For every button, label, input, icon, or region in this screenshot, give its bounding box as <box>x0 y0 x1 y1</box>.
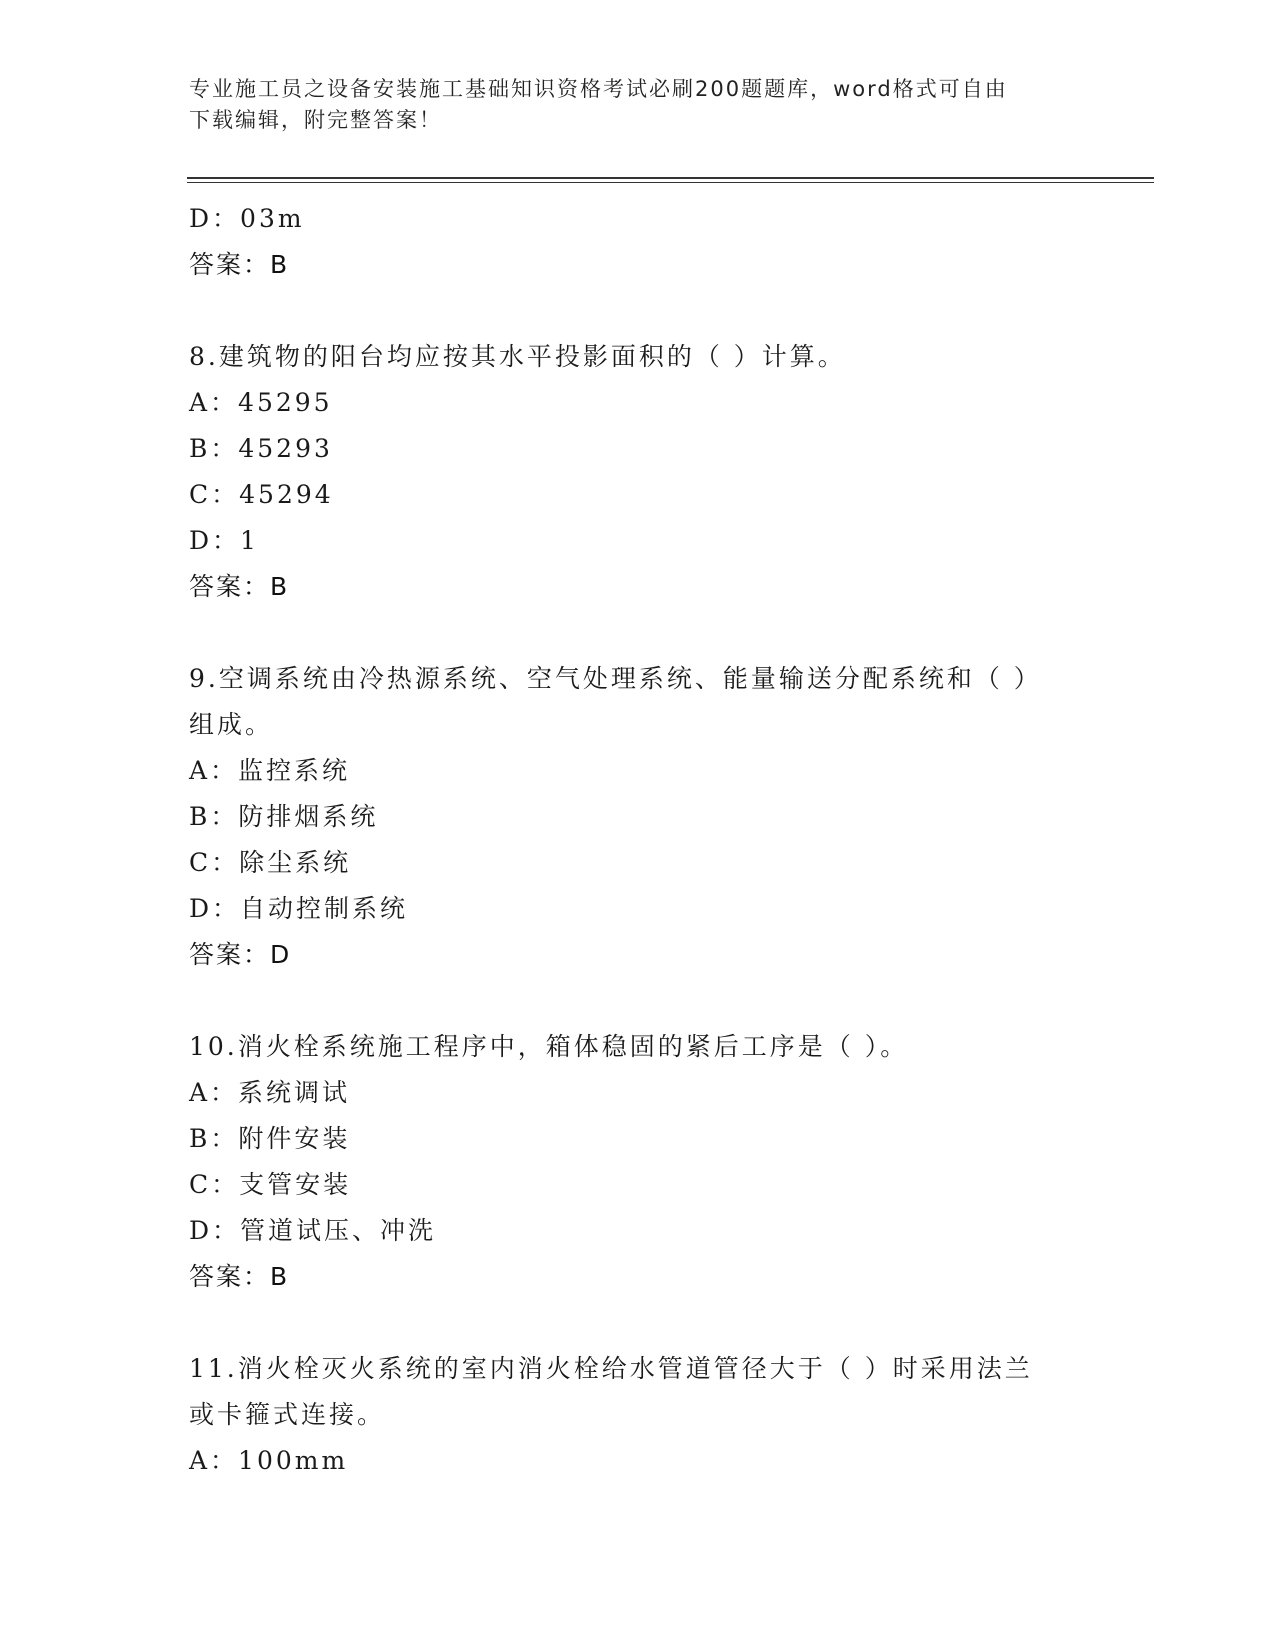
option-d: D：03m <box>189 204 305 233</box>
document-header <box>189 74 1089 136</box>
question-block <box>189 1024 1089 1300</box>
option-c: C：45294 <box>189 480 334 509</box>
option-b: B：附件安装 <box>189 1124 351 1153</box>
answer-line: 答案：B <box>189 250 290 279</box>
question-block <box>189 656 1089 978</box>
answer-line: 答案：B <box>189 572 290 601</box>
option-a: A：100mm <box>189 1446 349 1475</box>
option-c: C：除尘系统 <box>189 848 352 877</box>
option-d: D：管道试压、冲洗 <box>189 1216 437 1245</box>
question-stem-continued: 或卡箍式连接。 <box>189 1400 386 1429</box>
option-a: A：45295 <box>189 388 333 417</box>
option-d: D：1 <box>189 526 259 555</box>
question-block <box>189 334 1089 610</box>
question-stem: 8.建筑物的阳台均应按其水平投影面积的（ ）计算。 <box>189 342 846 371</box>
option-a: A：监控系统 <box>189 756 351 785</box>
option-d: D：自动控制系统 <box>189 894 409 923</box>
option-a: A：系统调试 <box>189 1078 351 1107</box>
question-stem: 10.消火栓系统施工程序中，箱体稳固的紧后工序是（ ）。 <box>189 1032 909 1061</box>
option-b: B：45293 <box>189 434 333 463</box>
question-stem: 11.消火栓灭火系统的室内消火栓给水管道管径大于（ ）时采用法兰 <box>189 1354 1033 1383</box>
answer-line: 答案：D <box>189 940 292 969</box>
question-stem: 9.空调系统由冷热源系统、空气处理系统、能量输送分配系统和（ ） <box>189 664 1042 693</box>
answer-line: 答案：B <box>189 1262 290 1291</box>
header-line-1: 专业施工员之设备安装施工基础知识资格考试必刷200题题库，word格式可自由 <box>189 77 1008 101</box>
header-divider-thin <box>187 182 1154 183</box>
question-list <box>189 196 1089 1484</box>
header-divider-thick <box>187 177 1154 179</box>
option-b: B：防排烟系统 <box>189 802 379 831</box>
option-c: C：支管安装 <box>189 1170 352 1199</box>
question-stem-continued: 组成。 <box>189 710 274 739</box>
question-block <box>189 1346 1089 1484</box>
header-line-2: 下载编辑，附完整答案！ <box>189 108 442 132</box>
